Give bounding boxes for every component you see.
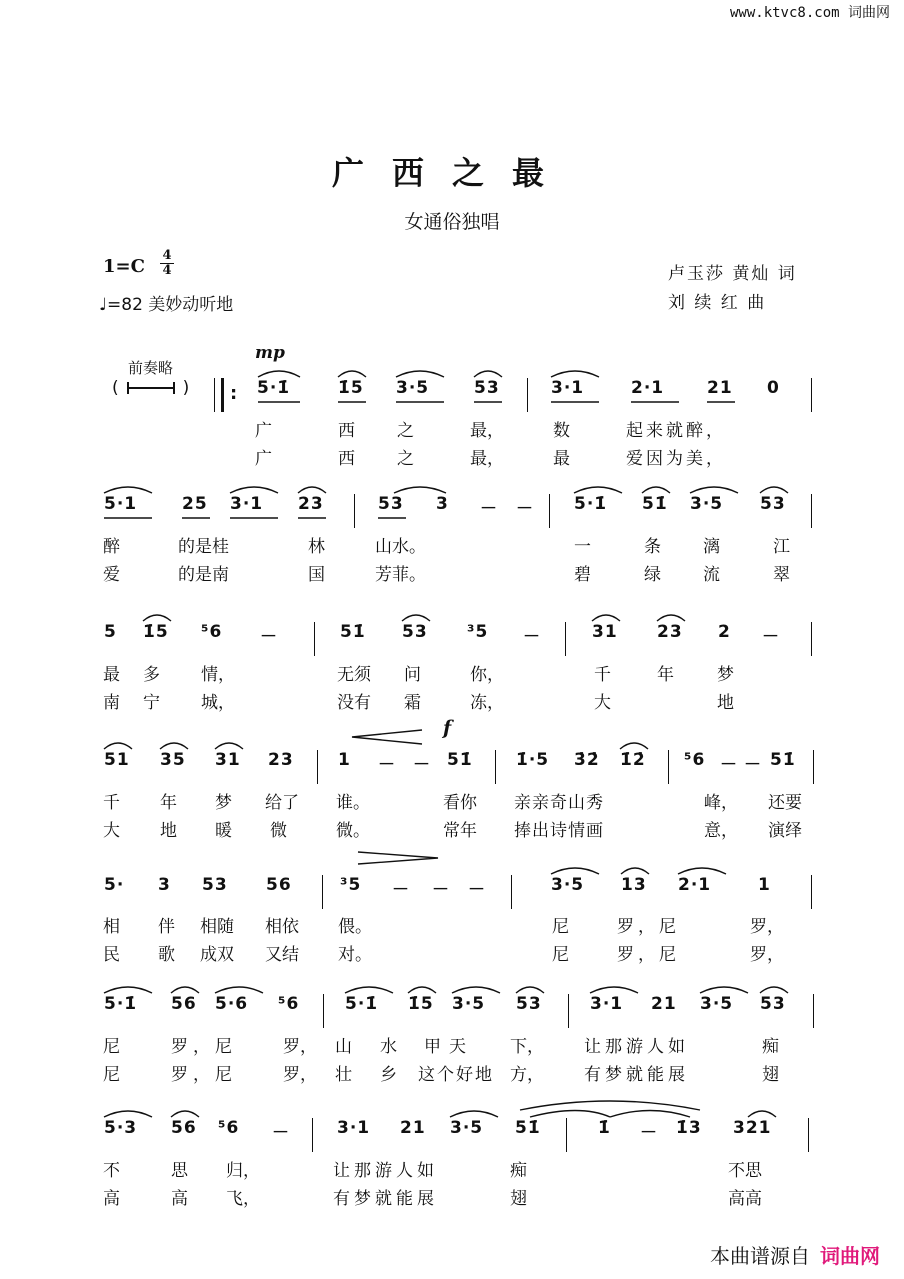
note: 21 bbox=[707, 378, 733, 398]
lyric: 山 bbox=[335, 1037, 352, 1057]
lyric: 爱因为美， bbox=[626, 449, 726, 469]
note: ⁵6 bbox=[278, 994, 300, 1014]
lyric: 捧出诗情画 bbox=[514, 821, 604, 841]
lyric: 醉 bbox=[103, 537, 120, 557]
note: 5·1̇ bbox=[574, 494, 608, 514]
lyric: 流 bbox=[703, 565, 720, 585]
note: 31 bbox=[592, 622, 618, 642]
note: － bbox=[378, 755, 396, 775]
lyric: 甲天 bbox=[424, 1037, 474, 1057]
barline bbox=[314, 622, 315, 656]
note: 1̇·5 bbox=[516, 750, 550, 770]
song-title: 广西之最 bbox=[331, 154, 572, 192]
note: － bbox=[468, 880, 486, 900]
lyric: 尼 bbox=[552, 945, 569, 965]
note: 2·1 bbox=[678, 875, 712, 895]
note: － bbox=[744, 755, 762, 775]
lyric: 演绎 bbox=[768, 821, 802, 841]
note: 51 bbox=[104, 750, 130, 770]
barline bbox=[566, 1118, 567, 1152]
intro-rest: ( ) bbox=[112, 378, 190, 398]
note: 5·1 bbox=[104, 494, 138, 514]
note: 3·1 bbox=[551, 378, 585, 398]
score-row-2 bbox=[0, 494, 904, 534]
barline bbox=[568, 994, 569, 1028]
note: 3·5 bbox=[700, 994, 734, 1014]
lyrics-row-5 bbox=[0, 912, 904, 972]
lyrics-row-3 bbox=[0, 660, 904, 720]
note: － bbox=[413, 755, 431, 775]
lyric: 让那游人如 bbox=[584, 1037, 689, 1057]
barline bbox=[668, 750, 669, 784]
note: 53 bbox=[202, 875, 228, 895]
lyrics-row-2 bbox=[0, 532, 904, 592]
lyric: 之 bbox=[397, 421, 414, 441]
note: 31 bbox=[215, 750, 241, 770]
note: 3·1 bbox=[230, 494, 264, 514]
lyric: 最 bbox=[103, 665, 120, 685]
lyric: 飞， bbox=[226, 1189, 260, 1209]
lyric: 尼 bbox=[103, 1065, 120, 1085]
lyric: 伴 bbox=[158, 917, 175, 937]
score-row-3 bbox=[0, 622, 904, 662]
lyrics-row-7 bbox=[0, 1156, 904, 1216]
note: 1̇5 bbox=[408, 994, 434, 1014]
lyric: 林 bbox=[308, 537, 325, 557]
note: 1̇5 bbox=[338, 378, 364, 398]
note: 51̇ bbox=[642, 494, 668, 514]
lyric: 不思 bbox=[728, 1161, 762, 1181]
lyric: 归， bbox=[226, 1161, 260, 1181]
note: 3̇2̇ bbox=[574, 750, 600, 770]
barline bbox=[527, 378, 528, 412]
note: 321 bbox=[733, 1118, 772, 1138]
lyric: 霜 bbox=[404, 693, 421, 713]
note: 51̇ bbox=[340, 622, 366, 642]
lyric: 没有 bbox=[337, 693, 371, 713]
lyric: 罗， bbox=[750, 917, 784, 937]
note: ³5 bbox=[467, 622, 489, 642]
lyric: 给了 bbox=[265, 793, 299, 813]
note: － bbox=[480, 499, 498, 519]
note: 5· bbox=[104, 875, 125, 895]
note: 13 bbox=[621, 875, 647, 895]
lyric: 多 bbox=[143, 665, 160, 685]
lyric: 让那游人如 bbox=[333, 1161, 438, 1181]
lyric: 相依 bbox=[265, 917, 299, 937]
note: 56 bbox=[171, 1118, 197, 1138]
lyric: 痴 bbox=[762, 1037, 779, 1057]
lyric: 还要 bbox=[768, 793, 802, 813]
barline bbox=[811, 378, 812, 412]
note: 23 bbox=[268, 750, 294, 770]
lyric: 有梦就能展 bbox=[584, 1065, 689, 1085]
score-row-5 bbox=[0, 875, 904, 915]
lyric: 思 bbox=[171, 1161, 188, 1181]
note: 23 bbox=[657, 622, 683, 642]
source-text: 本曲谱源自 bbox=[710, 1244, 810, 1268]
note: 1̇2̇ bbox=[620, 750, 646, 770]
note: 51̇ bbox=[447, 750, 473, 770]
barline bbox=[317, 750, 318, 784]
note: 5·1̇ bbox=[104, 994, 138, 1014]
note: 1̇5 bbox=[143, 622, 169, 642]
lyric: 千 bbox=[594, 665, 611, 685]
lyric: 翅 bbox=[762, 1065, 779, 1085]
intro-label: 前奏略 bbox=[128, 359, 174, 377]
composer-credit: 刘 续 红 曲 bbox=[668, 293, 767, 313]
lyric: 相 bbox=[103, 917, 120, 937]
note: 51̇ bbox=[515, 1118, 541, 1138]
repeat-start-barline bbox=[221, 378, 224, 412]
note: － bbox=[392, 880, 410, 900]
lyric: 乡 bbox=[380, 1065, 397, 1085]
lyric: 冻， bbox=[470, 693, 504, 713]
key-signature: 1=C bbox=[103, 256, 145, 277]
lyric: 下， bbox=[510, 1037, 544, 1057]
note: 53 bbox=[402, 622, 428, 642]
note: ⁵6 bbox=[218, 1118, 240, 1138]
lyric: 一 bbox=[574, 537, 591, 557]
lyric: 亲亲奇山秀 bbox=[514, 793, 604, 813]
note: 53 bbox=[516, 994, 542, 1014]
lyrics-row-4 bbox=[0, 788, 904, 848]
note: 3·5 bbox=[396, 378, 430, 398]
lyrics-row-6 bbox=[0, 1032, 904, 1092]
note: ⁵6 bbox=[201, 622, 223, 642]
time-signature bbox=[160, 249, 174, 278]
note: 25 bbox=[182, 494, 208, 514]
note: － bbox=[720, 755, 738, 775]
lyric: 广 bbox=[255, 421, 272, 441]
lyric: 罗， bbox=[750, 945, 784, 965]
time-sig-top: 4 bbox=[162, 248, 172, 263]
note: 53 bbox=[760, 494, 786, 514]
lyric: 爱 bbox=[103, 565, 120, 585]
time-sig-bottom: 4 bbox=[162, 263, 172, 278]
lyric: 有梦就能展 bbox=[333, 1189, 438, 1209]
note: － bbox=[640, 1123, 658, 1143]
lyric: 尼 bbox=[103, 1037, 120, 1057]
note: 1̇ bbox=[598, 1118, 611, 1138]
lyric: 江 bbox=[773, 537, 790, 557]
note: 3·5 bbox=[450, 1118, 484, 1138]
lyric: 意， bbox=[704, 821, 738, 841]
lyric: 翠 bbox=[773, 565, 790, 585]
lyric: 谁。 bbox=[336, 793, 370, 813]
lyric: 你， bbox=[470, 665, 504, 685]
barline bbox=[323, 994, 324, 1028]
lyric: 宁 bbox=[143, 693, 160, 713]
barline bbox=[322, 875, 323, 909]
note: － bbox=[432, 880, 450, 900]
lyric: 罗， bbox=[283, 1065, 317, 1085]
lyric: 偎。 bbox=[338, 917, 372, 937]
lyric: 峰， bbox=[704, 793, 738, 813]
lyric: 无须 bbox=[337, 665, 371, 685]
barline bbox=[549, 494, 550, 528]
barline bbox=[813, 994, 814, 1028]
note: ³5 bbox=[340, 875, 362, 895]
note: 3·1 bbox=[590, 994, 624, 1014]
barline bbox=[511, 875, 512, 909]
lyric: 数 bbox=[553, 421, 570, 441]
lyric: 微 bbox=[270, 821, 287, 841]
lyrics-row-1 bbox=[0, 416, 904, 476]
barline bbox=[811, 622, 812, 656]
lyric: 最， bbox=[470, 449, 504, 469]
lyric: 情， bbox=[201, 665, 235, 685]
note: 21 bbox=[400, 1118, 426, 1138]
score-row-1 bbox=[0, 378, 904, 418]
lyric: 千 bbox=[103, 793, 120, 813]
site-url: www.ktvc8.com 词曲网 bbox=[729, 5, 890, 21]
note: 5·1̇ bbox=[257, 378, 291, 398]
lyric: 漓 bbox=[703, 537, 720, 557]
lyric: 高高 bbox=[728, 1189, 762, 1209]
note: 1 bbox=[758, 875, 771, 895]
lyric: 痴 bbox=[510, 1161, 527, 1181]
score-row-7 bbox=[0, 1118, 904, 1158]
dynamic-f: f bbox=[443, 717, 452, 739]
lyric: 暖 bbox=[215, 821, 232, 841]
lyric: 南 bbox=[103, 693, 120, 713]
note: 1 bbox=[338, 750, 351, 770]
lyric: 方， bbox=[510, 1065, 544, 1085]
lyric: 最， bbox=[470, 421, 504, 441]
note: － bbox=[762, 627, 780, 647]
barline bbox=[811, 875, 812, 909]
lyric: 地 bbox=[160, 821, 177, 841]
score-row-6 bbox=[0, 994, 904, 1034]
lyric: 高 bbox=[103, 1189, 120, 1209]
note: 3 bbox=[436, 494, 449, 514]
note: 5 bbox=[104, 622, 117, 642]
lyric: 绿 bbox=[644, 565, 661, 585]
lyric: 最 bbox=[553, 449, 570, 469]
lyric: 这个好地 bbox=[418, 1065, 494, 1085]
note: 56 bbox=[171, 994, 197, 1014]
lyric: 民 bbox=[103, 945, 120, 965]
lyric: 罗， bbox=[283, 1037, 317, 1057]
lyric: 成双 bbox=[200, 945, 234, 965]
lyric: 城， bbox=[201, 693, 235, 713]
lyric: 看你 bbox=[443, 793, 477, 813]
note: 5·6 bbox=[215, 994, 249, 1014]
lyric: 的是南 bbox=[178, 565, 229, 585]
note: 2 bbox=[718, 622, 731, 642]
note: 53 bbox=[378, 494, 404, 514]
score-row-4 bbox=[0, 750, 904, 790]
lyric: 地 bbox=[717, 693, 734, 713]
lyric: 大 bbox=[594, 693, 611, 713]
lyric: 年 bbox=[657, 665, 674, 685]
lyric: 翅 bbox=[510, 1189, 527, 1209]
barline bbox=[495, 750, 496, 784]
barline bbox=[811, 494, 812, 528]
barline bbox=[312, 1118, 313, 1152]
barline bbox=[354, 494, 355, 528]
song-subtitle: 女通俗独唱 bbox=[404, 211, 500, 233]
lyric: 条 bbox=[644, 537, 661, 557]
lyric: 国 bbox=[308, 565, 325, 585]
lyric: 西 bbox=[338, 449, 355, 469]
lyric: 微。 bbox=[336, 821, 370, 841]
lyric: 罗，尼 bbox=[617, 945, 680, 965]
note: 2·1 bbox=[631, 378, 665, 398]
note: 5·1̇ bbox=[345, 994, 379, 1014]
lyricist-credit: 卢玉莎 黄灿 词 bbox=[668, 264, 797, 284]
note: 35 bbox=[160, 750, 186, 770]
lyric: 大 bbox=[103, 821, 120, 841]
note: 23 bbox=[298, 494, 324, 514]
note: 5·3 bbox=[104, 1118, 138, 1138]
lyric: 罗，尼 bbox=[171, 1037, 237, 1057]
lyric: 水 bbox=[380, 1037, 397, 1057]
lyric: 梦 bbox=[717, 665, 734, 685]
source-watermark bbox=[710, 1240, 880, 1269]
lyric: 芳菲。 bbox=[375, 565, 426, 585]
note: － bbox=[272, 1123, 290, 1143]
lyric: 罗，尼 bbox=[171, 1065, 237, 1085]
note: 51̇ bbox=[770, 750, 796, 770]
lyric: 山水。 bbox=[375, 537, 426, 557]
note: 3·1 bbox=[337, 1118, 371, 1138]
note: 56 bbox=[266, 875, 292, 895]
note: － bbox=[523, 627, 541, 647]
note: － bbox=[516, 499, 534, 519]
lyric: 高 bbox=[171, 1189, 188, 1209]
note: 53 bbox=[474, 378, 500, 398]
lyric: 又结 bbox=[265, 945, 299, 965]
lyric: 相随 bbox=[200, 917, 234, 937]
lyric: 梦 bbox=[215, 793, 232, 813]
note: 3 bbox=[158, 875, 171, 895]
lyric: 罗，尼 bbox=[617, 917, 680, 937]
dynamic-mp: mp bbox=[255, 343, 285, 363]
note: 1̇3 bbox=[676, 1118, 702, 1138]
barline bbox=[813, 750, 814, 784]
tempo-marking: ♩=82 美妙动听地 bbox=[99, 295, 234, 315]
note: ⁵6 bbox=[684, 750, 706, 770]
lyric: 壮 bbox=[335, 1065, 352, 1085]
lyric: 之 bbox=[397, 449, 414, 469]
lyric: 问 bbox=[404, 665, 421, 685]
lyric: 广 bbox=[255, 449, 272, 469]
lyric: 年 bbox=[160, 793, 177, 813]
lyric: 尼 bbox=[552, 917, 569, 937]
lyric: 对。 bbox=[338, 945, 372, 965]
barline bbox=[565, 622, 566, 656]
note: 53 bbox=[760, 994, 786, 1014]
lyric: 不 bbox=[103, 1161, 120, 1181]
source-site: 词曲网 bbox=[820, 1244, 880, 1268]
note: 21 bbox=[651, 994, 677, 1014]
note: 0 bbox=[767, 378, 780, 398]
note: 3·5 bbox=[452, 994, 486, 1014]
note: － bbox=[260, 627, 278, 647]
lyric: 常年 bbox=[443, 821, 477, 841]
lyric: 碧 bbox=[574, 565, 591, 585]
note: 3·5 bbox=[551, 875, 585, 895]
lyric: 歌 bbox=[158, 945, 175, 965]
lyric: 起来就醉， bbox=[626, 421, 726, 441]
lyric: 的是桂 bbox=[178, 537, 229, 557]
note: 3·5 bbox=[690, 494, 724, 514]
lyric: 西 bbox=[338, 421, 355, 441]
barline bbox=[808, 1118, 809, 1152]
